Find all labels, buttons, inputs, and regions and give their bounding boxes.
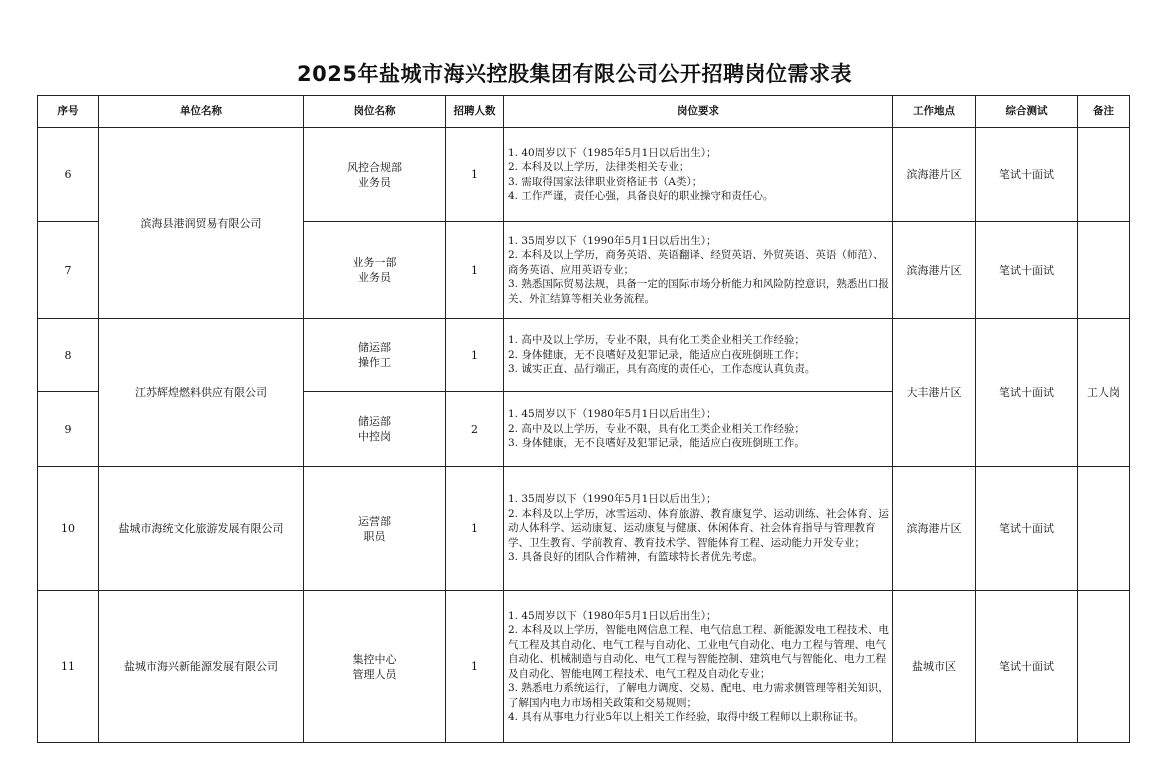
position-dept: 储运部 — [358, 341, 391, 354]
table-row — [38, 128, 1130, 222]
position-role: 中控岗 — [358, 430, 391, 443]
requirement-line: 1. 35周岁以下（1990年5月1日以后出生）； — [508, 234, 717, 247]
cell-requirements — [504, 591, 893, 743]
requirement-line: 1. 40周岁以下（1985年5月1日以后出生）； — [508, 146, 717, 159]
cell-count: 1 — [446, 467, 504, 591]
cell-location: 盐城市区 — [893, 591, 976, 743]
cell-note: 工人岗 — [1078, 319, 1130, 467]
cell-position — [304, 392, 446, 467]
cell-requirements — [504, 222, 893, 319]
cell-requirements — [504, 392, 893, 467]
cell-seq: 10 — [38, 467, 99, 591]
cell-seq: 11 — [38, 591, 99, 743]
page-title: 2025年盐城市海兴控股集团有限公司公开招聘岗位需求表 — [297, 62, 852, 86]
cell-note — [1078, 467, 1130, 591]
cell-seq: 6 — [38, 128, 99, 222]
cell-unit: 江苏辉煌燃料供应有限公司 — [99, 319, 304, 467]
cell-unit: 盐城市海兴新能源发展有限公司 — [99, 591, 304, 743]
requirement-line: 1. 45周岁以下（1980年5月1日以后出生）； — [508, 408, 717, 421]
position-role: 业务员 — [358, 175, 391, 189]
cell-count: 1 — [446, 319, 504, 392]
cell-note — [1078, 128, 1130, 222]
header-note: 备注 — [1078, 96, 1130, 128]
position-dept: 集控中心 — [352, 652, 397, 666]
position-role: 业务员 — [358, 271, 391, 284]
position-role: 职员 — [363, 529, 386, 543]
cell-position — [304, 128, 446, 222]
cell-position — [304, 319, 446, 392]
requirement-line: 3. 身体健康，无不良嗜好及犯罪记录，能适应白夜班倒班工作。 — [508, 437, 805, 450]
cell-unit: 滨海县港润贸易有限公司 — [99, 128, 304, 319]
cell-seq: 8 — [38, 319, 99, 392]
cell-location: 大丰港片区 — [893, 319, 976, 467]
cell-location: 滨海港片区 — [893, 128, 976, 222]
header-location: 工作地点 — [893, 96, 976, 128]
requirement-line: 3. 熟悉电力系统运行，了解电力调度、交易、配电、电力需求侧管理等相关知识，了解国内电力市场相关政策和交易规则； — [508, 682, 889, 709]
header-test: 综合测试 — [976, 96, 1078, 128]
cell-requirements — [504, 319, 893, 392]
table-header-row — [38, 96, 1130, 128]
requirement-line: 1. 45周岁以下（1980年5月1日以后出生）； — [508, 609, 717, 622]
table-row — [38, 591, 1130, 743]
requirement-line: 2. 本科及以上学历，法律类相关专业； — [508, 161, 690, 173]
requirement-line: 3. 诚实正直、品行端正，具有高度的责任心，工作态度认真负责。 — [508, 363, 816, 376]
position-dept: 运营部 — [358, 514, 391, 528]
requirement-line: 4. 具有从事电力行业5年以上相关工作经验，取得中级工程师以上职称证书。 — [508, 711, 865, 723]
requirement-line: 2. 身体健康，无不良嗜好及犯罪记录，能适应白夜班倒班工作； — [508, 348, 805, 361]
cell-location: 滨海港片区 — [893, 222, 976, 319]
cell-note — [1078, 222, 1130, 319]
cell-position — [304, 591, 446, 743]
cell-count: 1 — [446, 128, 504, 222]
cell-count: 2 — [446, 392, 504, 467]
cell-count: 1 — [446, 222, 504, 319]
requirement-line: 1. 高中及以上学历，专业不限，具有化工类企业相关工作经验； — [508, 334, 805, 347]
table-row — [38, 319, 1130, 392]
cell-test: 笔试十面试 — [976, 222, 1078, 319]
cell-location: 滨海港片区 — [893, 467, 976, 591]
cell-test: 笔试十面试 — [976, 128, 1078, 222]
requirement-line: 2. 本科及以上学历，冰雪运动、体育旅游、教育康复学、运动训练、社会体育、运动人体科学、运动康复、运动康复与健康、休闲体育、社会体育指导与管理教育学、卫生教育、学前教育、教育技术学、智能体育工程、运动能力开发专业； — [508, 507, 889, 549]
cell-position — [304, 467, 446, 591]
cell-requirements — [504, 467, 893, 591]
header-requirements: 岗位要求 — [504, 96, 893, 128]
position-dept: 风控合规部 — [347, 160, 402, 174]
requirement-line: 3. 需取得国家法律职业资格证书（A类）； — [508, 175, 703, 188]
requirement-line: 1. 35周岁以下（1990年5月1日以后出生）； — [508, 493, 717, 506]
cell-note — [1078, 591, 1130, 743]
position-role: 管理人员 — [352, 667, 397, 681]
header-unit: 单位名称 — [99, 96, 304, 128]
header-count: 招聘人数 — [446, 96, 504, 128]
requirement-line: 4. 工作严谨，责任心强，具备良好的职业操守和责任心。 — [508, 190, 774, 202]
requirement-line: 2. 高中及以上学历，专业不限，具有化工类企业相关工作经验； — [508, 422, 805, 435]
header-seq: 序号 — [38, 96, 99, 128]
cell-seq: 7 — [38, 222, 99, 319]
cell-test: 笔试十面试 — [976, 591, 1078, 743]
cell-requirements — [504, 128, 893, 222]
table-row — [38, 467, 1130, 591]
position-dept: 储运部 — [358, 415, 391, 428]
cell-position — [304, 222, 446, 319]
cell-count: 1 — [446, 591, 504, 743]
cell-seq: 9 — [38, 392, 99, 467]
cell-test: 笔试十面试 — [976, 467, 1078, 591]
position-role: 操作工 — [358, 356, 391, 369]
position-dept: 业务一部 — [352, 256, 397, 269]
requirement-line: 3. 具备良好的团队合作精神，有篮球特长者优先考虑。 — [508, 551, 763, 564]
requirement-line: 3. 熟悉国际贸易法规，具备一定的国际市场分析能力和风险防控意识，熟悉出口报关、外汇结算等相关业务流程。 — [508, 278, 889, 305]
header-position: 岗位名称 — [304, 96, 446, 128]
positions-table — [37, 95, 1130, 743]
cell-test: 笔试十面试 — [976, 319, 1078, 467]
cell-unit: 盐城市海统文化旅游发展有限公司 — [99, 467, 304, 591]
requirement-line: 2. 本科及以上学历，商务英语、英语翻译、经贸英语、外贸英语、英语（师范）、商务英语、应用英语专业； — [508, 249, 884, 276]
requirement-line: 2. 本科及以上学历，智能电网信息工程、电气信息工程、新能源发电工程技术、电气工程及其自动化、电气工程与自动化、工业电气自动化、电力工程与管理、电气自动化、机械制造与自动化、电气工程与智能控制、建筑电气与智能化、电力工程及自动化、智能电网工程技术、电气工程及自动化专业； — [508, 624, 889, 680]
